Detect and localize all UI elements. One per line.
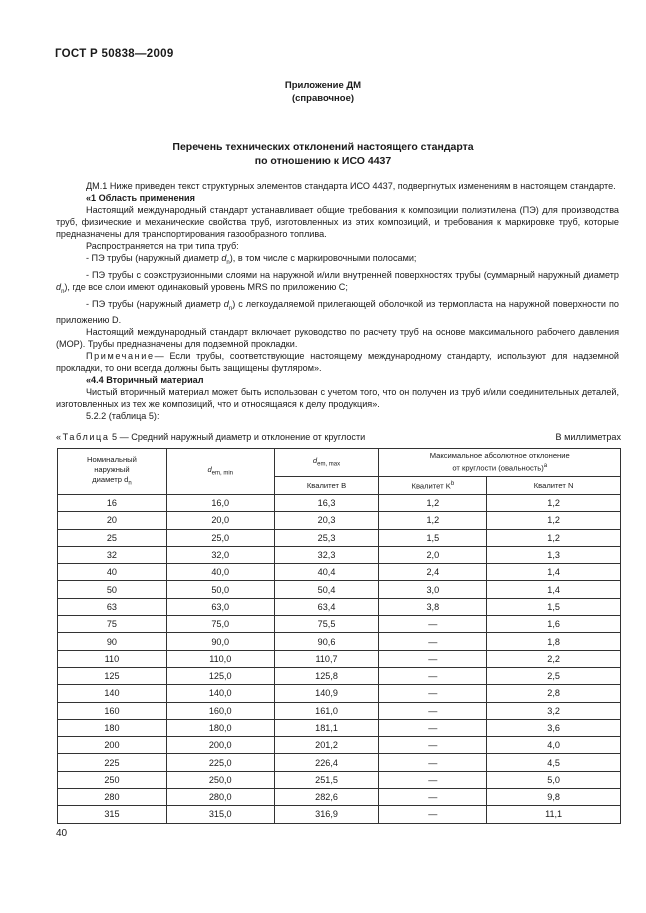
table-cell: 125 bbox=[58, 667, 167, 684]
table-cell: 50,4 bbox=[274, 581, 379, 598]
table-cell: 32 bbox=[58, 546, 167, 563]
table-row bbox=[58, 616, 621, 633]
col-header-nominal: Номинальный наружный диаметр $d_n$ bbox=[58, 449, 167, 495]
table-cell: 110 bbox=[58, 650, 167, 667]
table-cell: 140,0 bbox=[166, 685, 274, 702]
paragraph-dm1: ДМ.1 Ниже приведен текст структурных элементов стандарта ИСО 4437, подвергнутых изменениям в настоящем стандарте. bbox=[86, 181, 616, 191]
table-cell: 40,0 bbox=[166, 564, 274, 581]
table-cell: 20 bbox=[58, 512, 167, 529]
table-cell: 140 bbox=[58, 685, 167, 702]
col-header-dem-max: $d_{em, max}$ bbox=[274, 449, 379, 477]
table-cell: 50,0 bbox=[166, 581, 274, 598]
table-cell: 40 bbox=[58, 564, 167, 581]
heading-scope: «1 Область применения bbox=[86, 193, 195, 203]
table-cell: 1,5 bbox=[487, 598, 621, 615]
paragraph-mop: Настоящий международный стандарт включает руководство по расчету труб на основе максимального рабочего давления (МОР). Трубы предназначены для подземной прокладки. bbox=[56, 327, 619, 350]
table-cell: 282,6 bbox=[274, 789, 379, 806]
list-item-2: - ПЭ трубы с соэкструзионными слоями на наружной и/или внутренней поверхностях трубы (суммарный наружный диаметр $d_n$), где все слои имеют одинаковый уровень MRS по приложению С; bbox=[56, 269, 619, 295]
table-cell: 1,5 bbox=[379, 529, 487, 546]
table-cell: 2,0 bbox=[379, 546, 487, 563]
table-cell: 315,0 bbox=[166, 806, 274, 823]
section-title-2: по отношению к ИСО 4437 bbox=[254, 155, 392, 167]
table-cell: 226,4 bbox=[274, 754, 379, 771]
table-cell: 181,1 bbox=[274, 719, 379, 736]
table-cell: — bbox=[379, 667, 487, 684]
table-cell: 3,6 bbox=[487, 719, 621, 736]
table-row bbox=[58, 685, 621, 702]
table-row bbox=[58, 719, 621, 736]
table-cell: 225,0 bbox=[166, 754, 274, 771]
table-cell: 11,1 bbox=[487, 806, 621, 823]
table-row bbox=[58, 495, 621, 512]
table-cell: — bbox=[379, 719, 487, 736]
table-cell: 20,3 bbox=[274, 512, 379, 529]
table-row bbox=[58, 598, 621, 615]
table-row bbox=[58, 754, 621, 771]
table-row bbox=[58, 512, 621, 529]
table-cell: 5,0 bbox=[487, 771, 621, 788]
table-cell: 9,8 bbox=[487, 789, 621, 806]
table-cell: 1,2 bbox=[379, 495, 487, 512]
list-item-3: - ПЭ трубы (наружный диаметр $d_n$) с легкоудаляемой прилегающей оболочкой из термопласта на наружной поверхности по приложению D. bbox=[56, 298, 619, 326]
table-row bbox=[58, 667, 621, 684]
table-row bbox=[58, 650, 621, 667]
table-cell: 200,0 bbox=[166, 737, 274, 754]
appendix-note: (справочное) bbox=[291, 93, 355, 104]
table-cell: 32,3 bbox=[274, 546, 379, 563]
col-header-grade-n: Квалитет N bbox=[487, 477, 621, 495]
table-cell: 250 bbox=[58, 771, 167, 788]
table-cell: 160,0 bbox=[166, 702, 274, 719]
table-cell: 251,5 bbox=[274, 771, 379, 788]
table-cell: 161,0 bbox=[274, 702, 379, 719]
heading-secondary-material: «4.4 Вторичный материал bbox=[86, 375, 204, 386]
table-cell: 2,8 bbox=[487, 685, 621, 702]
table-cell: 63,0 bbox=[166, 598, 274, 615]
table-cell: 75,0 bbox=[166, 616, 274, 633]
table-cell: 1,2 bbox=[487, 529, 621, 546]
table-cell: 90 bbox=[58, 633, 167, 650]
table-cell: 225 bbox=[58, 754, 167, 771]
table-cell: — bbox=[379, 771, 487, 788]
table-cell: 180 bbox=[58, 719, 167, 736]
table-cell: 20,0 bbox=[166, 512, 274, 529]
col-header-ovality: Максимальное абсолютное отклонение от круглости (овальность)$^a$ bbox=[379, 449, 621, 477]
table-cell: 75 bbox=[58, 616, 167, 633]
table-cell: 40,4 bbox=[274, 564, 379, 581]
table-cell: 3,8 bbox=[379, 598, 487, 615]
table-cell: 315 bbox=[58, 806, 167, 823]
table-cell: 1,4 bbox=[487, 581, 621, 598]
table-cell: 201,2 bbox=[274, 737, 379, 754]
table-cell: 2,4 bbox=[379, 564, 487, 581]
table-cell: 16 bbox=[58, 495, 167, 512]
table-cell: 75,5 bbox=[274, 616, 379, 633]
col-header-grade-b: Квалитет B bbox=[274, 477, 379, 495]
col-header-dem-min: $d_{em, min}$ bbox=[166, 449, 274, 495]
section-title: Перечень технических отклонений настоящего стандарта bbox=[172, 141, 474, 153]
table-row bbox=[58, 806, 621, 823]
table-row bbox=[58, 564, 621, 581]
table-cell: — bbox=[379, 685, 487, 702]
table-cell: — bbox=[379, 789, 487, 806]
table-cell: 2,5 bbox=[487, 667, 621, 684]
table-row bbox=[58, 737, 621, 754]
table-row bbox=[58, 771, 621, 788]
table-cell: 3,0 bbox=[379, 581, 487, 598]
paragraph-scope: Настоящий международный стандарт устанавливает общие требования к композиции полиэтилена (ПЭ) для производства труб, физические и механические свойства труб, изготовленных из этих композиций, и требования к маркировке труб, которые предназначены для транспортирования газообразного топлива. bbox=[56, 205, 619, 239]
table-cell: 250,0 bbox=[166, 771, 274, 788]
table-cell: 2,2 bbox=[487, 650, 621, 667]
paragraph-clause-ref: 5.2.2 (таблица 5): bbox=[86, 411, 160, 422]
table-cell: 180,0 bbox=[166, 719, 274, 736]
table-caption: «Таблица 5 — Средний наружный диаметр и отклонение от круглости В миллиметрах bbox=[56, 432, 621, 442]
standard-header: ГОСТ Р 50838—2009 bbox=[55, 48, 174, 60]
table-cell: — bbox=[379, 633, 487, 650]
table-row bbox=[58, 529, 621, 546]
table-cell: 316,9 bbox=[274, 806, 379, 823]
table-row bbox=[58, 633, 621, 650]
table-cell: 110,7 bbox=[274, 650, 379, 667]
table-cell: 25 bbox=[58, 529, 167, 546]
table-cell: 200 bbox=[58, 737, 167, 754]
table-cell: 90,0 bbox=[166, 633, 274, 650]
paragraph-types: Распространяется на три типа труб: bbox=[86, 241, 239, 251]
table-cell: 1,4 bbox=[487, 564, 621, 581]
table-cell: 16,3 bbox=[274, 495, 379, 512]
table-cell: 3,2 bbox=[487, 702, 621, 719]
note: Примечание— Если трубы, соответствующие настоящему международному стандарту, используют для надземной прокладки, то они всегда должны быть защищены футляром». bbox=[56, 351, 619, 374]
table-cell: 1,2 bbox=[379, 512, 487, 529]
table-cell: 16,0 bbox=[166, 495, 274, 512]
table-cell: 140,9 bbox=[274, 685, 379, 702]
table-cell: 110,0 bbox=[166, 650, 274, 667]
table-cell: — bbox=[379, 754, 487, 771]
list-item-1: - ПЭ трубы (наружный диаметр $d_n$), в том числе с маркировочными полосами; bbox=[86, 253, 417, 266]
diameter-table bbox=[57, 448, 621, 824]
table-cell: 4,0 bbox=[487, 737, 621, 754]
table-cell: 1,6 bbox=[487, 616, 621, 633]
page-number: 40 bbox=[56, 828, 68, 839]
table-cell: 1,2 bbox=[487, 512, 621, 529]
table-row bbox=[58, 546, 621, 563]
paragraph-secondary-material: Чистый вторичный материал может быть использован с учетом того, что он получен из труб и/или соединительных деталей, изготовленных из тех же композиций, что и относящаяся к делу продукция». bbox=[56, 387, 619, 410]
table-cell: — bbox=[379, 737, 487, 754]
table-cell: — bbox=[379, 806, 487, 823]
table-cell: 1,2 bbox=[487, 495, 621, 512]
table-row bbox=[58, 581, 621, 598]
table-cell: 25,3 bbox=[274, 529, 379, 546]
appendix-title: Приложение ДМ bbox=[284, 80, 362, 91]
table-row bbox=[58, 702, 621, 719]
table-cell: — bbox=[379, 702, 487, 719]
table-cell: 280 bbox=[58, 789, 167, 806]
table-cell: 160 bbox=[58, 702, 167, 719]
body-text bbox=[56, 180, 619, 422]
table-cell: 280,0 bbox=[166, 789, 274, 806]
table-row bbox=[58, 789, 621, 806]
table-cell: 50 bbox=[58, 581, 167, 598]
table-cell: 25,0 bbox=[166, 529, 274, 546]
table-cell: 125,0 bbox=[166, 667, 274, 684]
table-cell: 125,8 bbox=[274, 667, 379, 684]
table-cell: 32,0 bbox=[166, 546, 274, 563]
table-cell: 63 bbox=[58, 598, 167, 615]
table-cell: — bbox=[379, 616, 487, 633]
table-cell: — bbox=[379, 650, 487, 667]
col-header-grade-k: Квалитет $K^b$ bbox=[379, 477, 487, 495]
table-cell: 63,4 bbox=[274, 598, 379, 615]
table-cell: 1,8 bbox=[487, 633, 621, 650]
table-cell: 1,3 bbox=[487, 546, 621, 563]
table-cell: 4,5 bbox=[487, 754, 621, 771]
table-units: В миллиметрах bbox=[555, 432, 621, 442]
table-cell: 90,6 bbox=[274, 633, 379, 650]
